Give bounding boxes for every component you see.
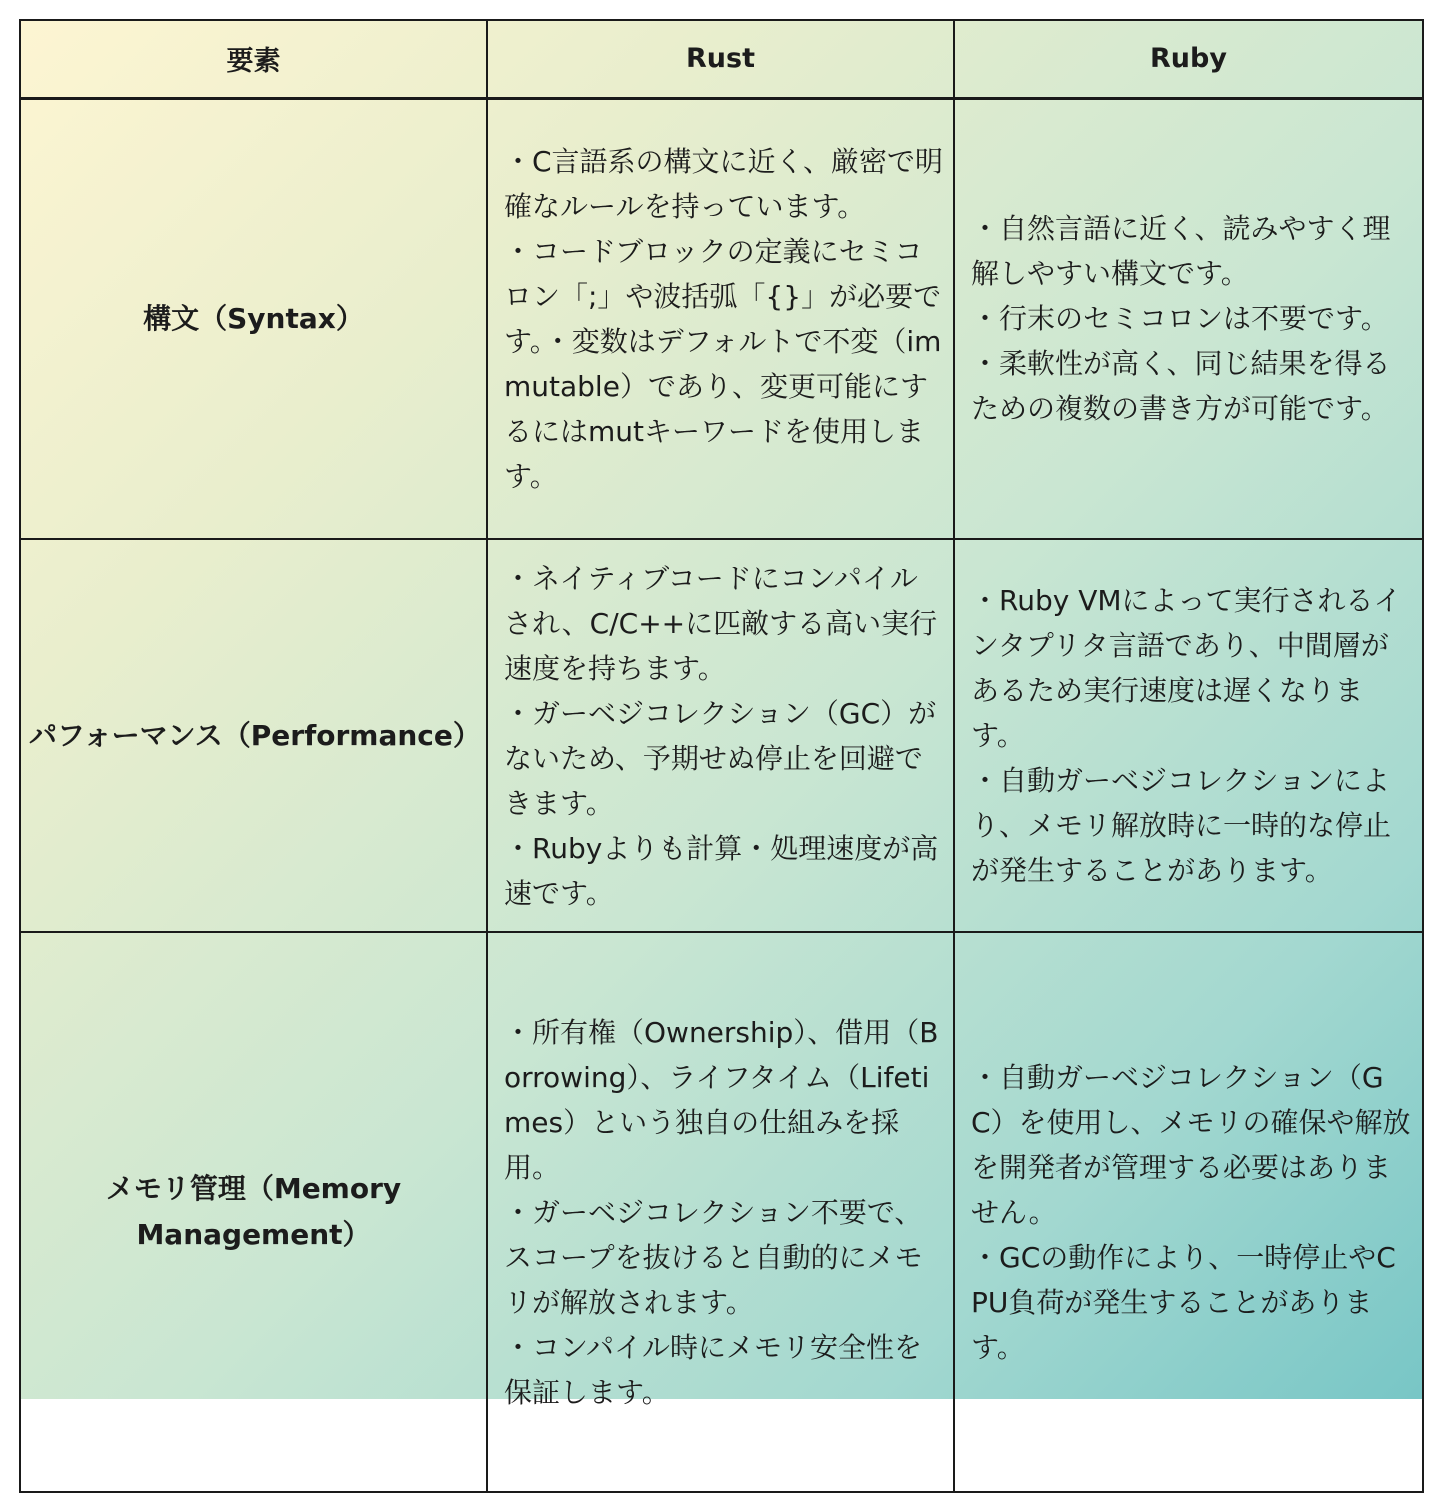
rust-cell <box>487 98 954 539</box>
rust-bullet: ・C言語系の構文に近く、厳密で明確なルールを持っています。 <box>504 144 943 223</box>
ruby-bullet: ・GCの動作により、一時停止やCPU負荷が発生することがあります。 <box>971 1240 1396 1364</box>
rust-bullet: ・所有権（Ownership）、借用（Borrowing）、ライフタイム（Lifetimes）という独自の仕組みを採用。 <box>504 1015 939 1184</box>
comparison-table <box>19 19 1424 1493</box>
row-element-cell <box>20 98 487 539</box>
rust-bullet: ・コンパイル時にメモリ安全性を保証します。 <box>504 1330 923 1409</box>
ruby-cell <box>954 98 1423 539</box>
row-element-cell <box>20 932 487 1492</box>
rust-bullet: ・ガーベジコレクション（GC）がないため、予期せぬ停止を回避できます。 <box>504 696 937 820</box>
element-label: Management） <box>136 1218 371 1251</box>
rust-cell <box>487 539 954 932</box>
header-rust: Rust <box>487 20 954 98</box>
rust-bullet: ・ネイティブコードにコンパイルされ、C/C++に匹敵する高い実行速度を持ちます。 <box>504 561 938 685</box>
rust-bullet: ・Rubyよりも計算・処理速度が高速です。 <box>504 831 939 910</box>
element-label: メモリ管理（Memory <box>105 1172 402 1205</box>
header-ruby: Ruby <box>954 20 1423 98</box>
rust-cell <box>487 932 954 1492</box>
ruby-cell <box>954 932 1423 1492</box>
table-row-syntax <box>20 98 1423 539</box>
ruby-bullet: ・柔軟性が高く、同じ結果を得るための複数の書き方が可能です。 <box>971 347 1391 426</box>
header-element: 要素 <box>20 20 487 98</box>
ruby-bullet: ・Ruby VMによって実行されるインタプリタ言語であり、中間層があるため実行速度は遅くなります。 <box>971 584 1402 752</box>
table-row-performance <box>20 539 1423 932</box>
element-label: パフォーマンス（Performance） <box>29 718 481 752</box>
header-row <box>20 20 1423 98</box>
ruby-bullet: ・行末のセミコロンは不要です。 <box>971 302 1389 336</box>
ruby-cell <box>954 539 1423 932</box>
ruby-bullet: ・自動ガーベジコレクション（GC）を使用し、メモリの確保や解放を開発者が管理する必要はありません。 <box>971 1060 1411 1229</box>
element-label: 構文（Syntax） <box>143 301 364 335</box>
ruby-bullet: ・自動ガーベジコレクションにより、メモリ解放時に一時的な停止が発生することがあります。 <box>971 764 1392 887</box>
comparison-table-container <box>19 19 1422 1409</box>
table-row-memory <box>20 932 1423 1492</box>
row-element-cell <box>20 539 487 932</box>
rust-bullet: ・ガーベジコレクション不要で、スコープを抜けると自動的にメモリが解放されます。 <box>504 1195 923 1319</box>
ruby-bullet: ・自然言語に近く、読みやすく理解しやすい構文です。 <box>971 212 1391 291</box>
rust-bullet: ・コードブロックの定義にセミコロン「;」や波括弧「{}」が必要です。・変数はデフォルトで不変（immutable）であり、変更可能にするにはmutキーワードを使用します。 <box>504 234 942 493</box>
